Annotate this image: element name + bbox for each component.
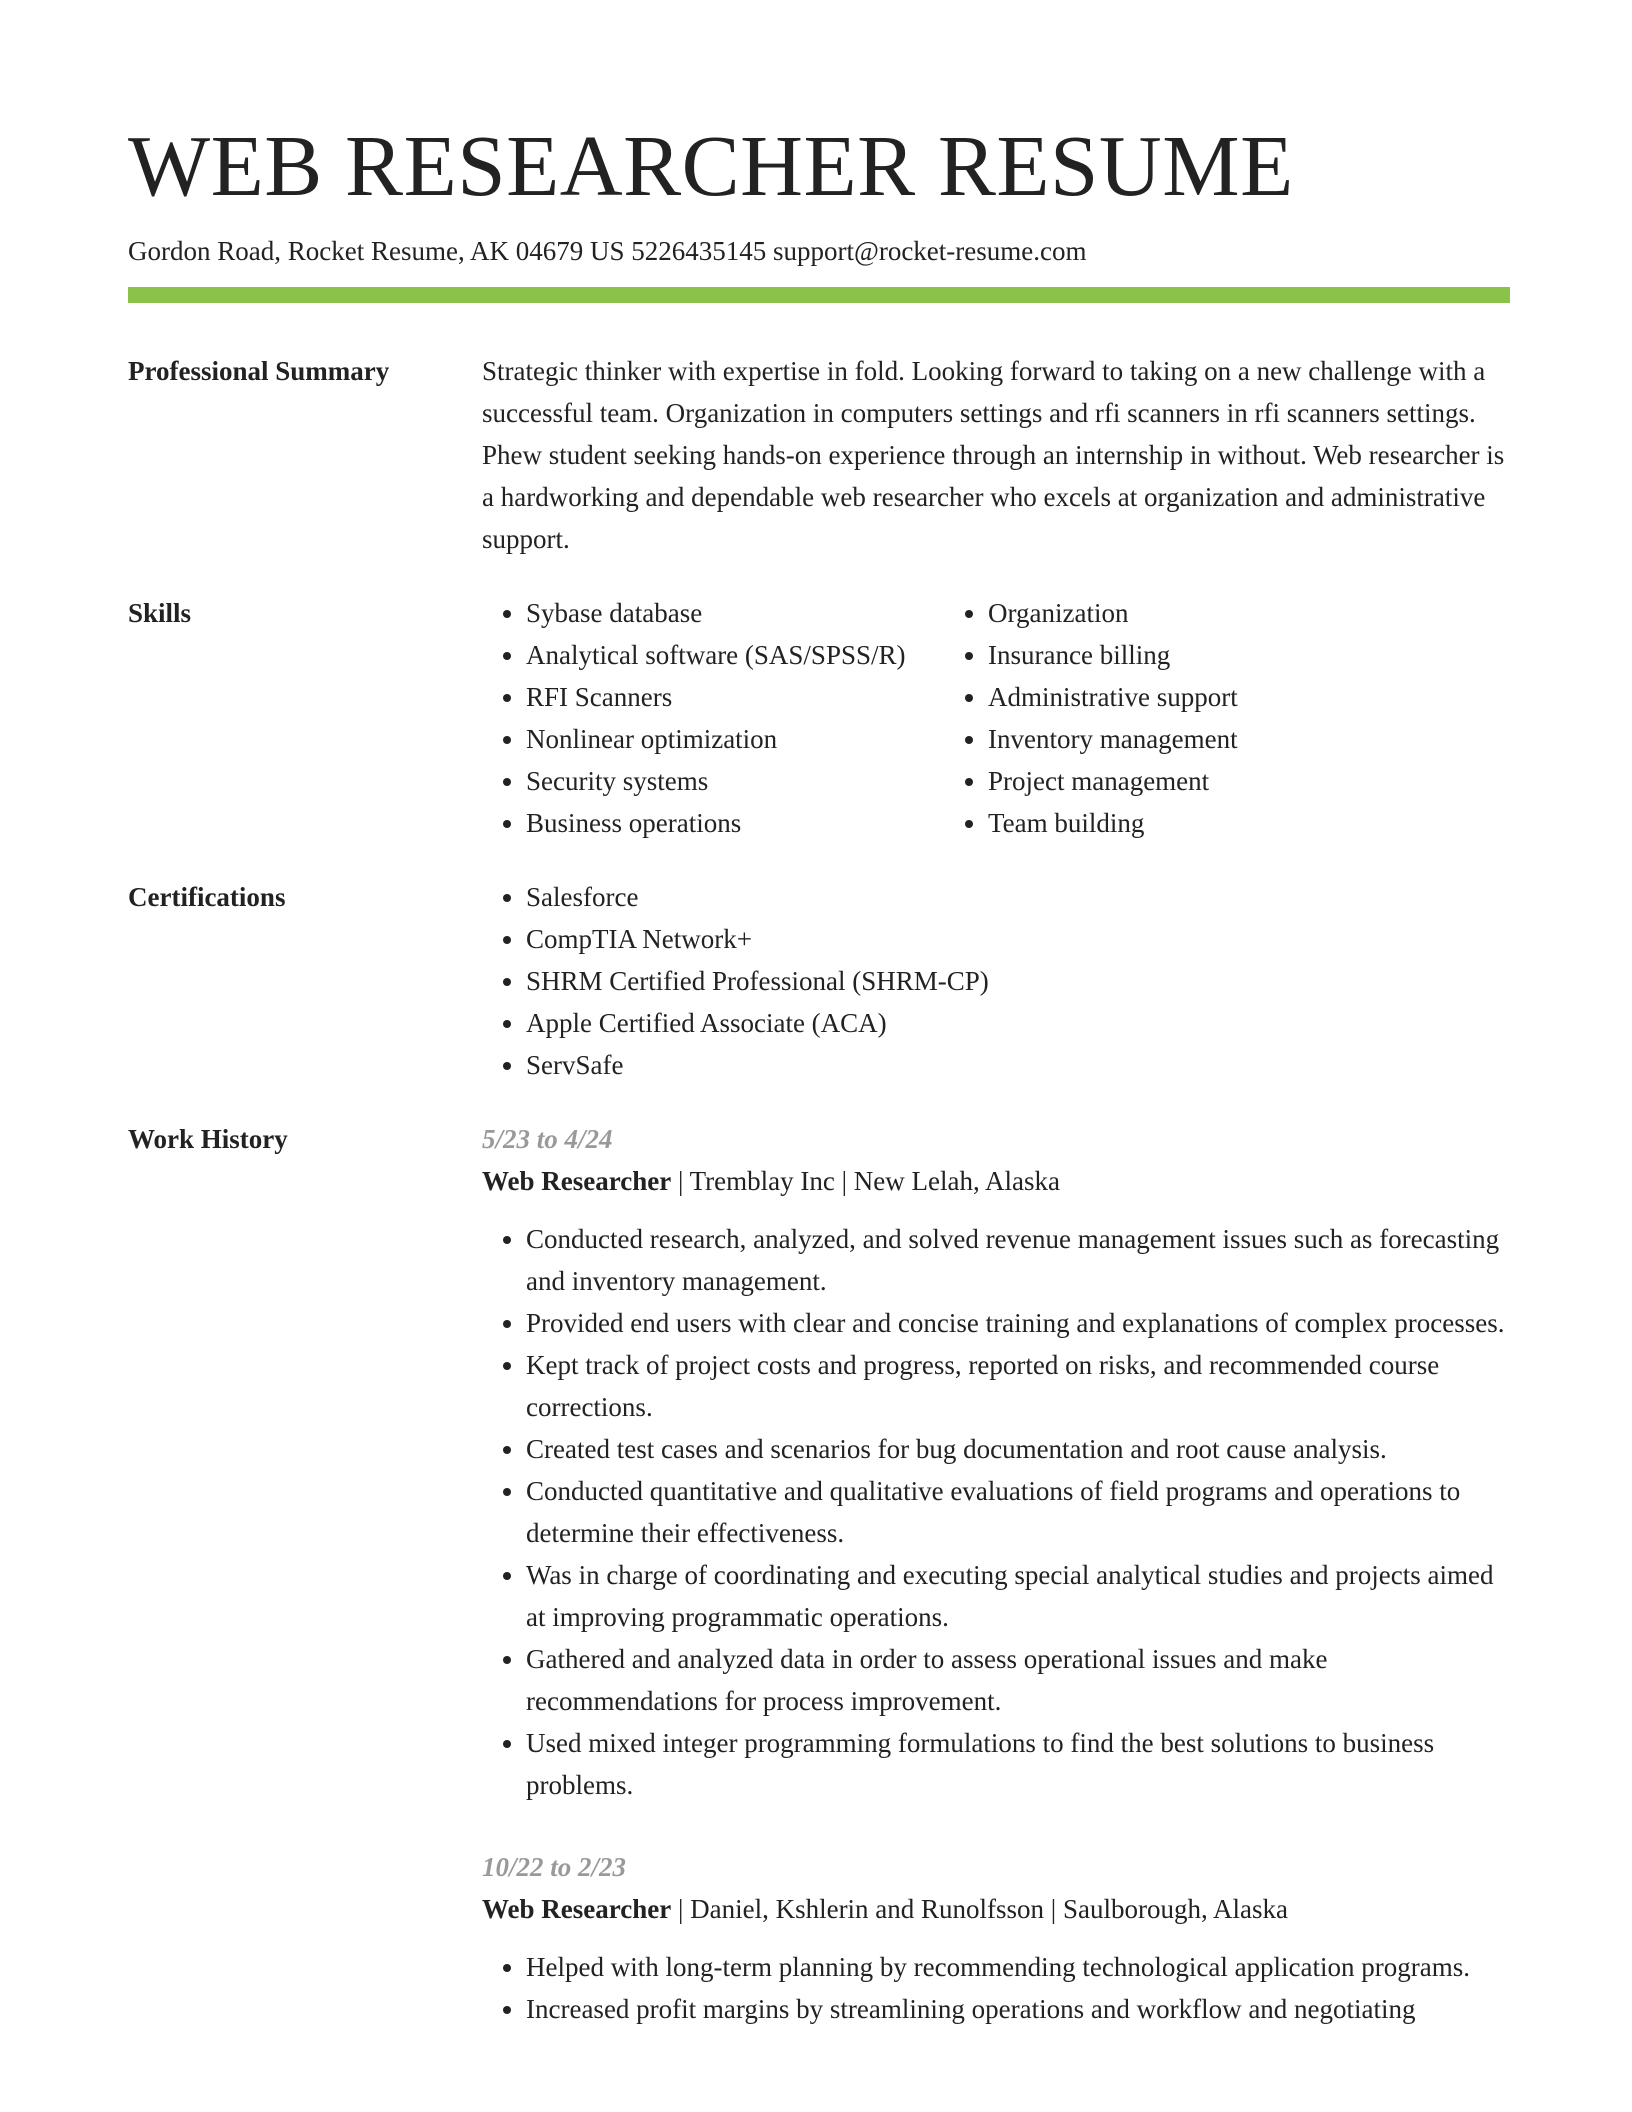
skill-item: • Business operations	[526, 802, 944, 844]
job-bullet: • Conducted quantitative and qualitative evaluations of field programs and operations to determine their effectiveness.	[526, 1470, 1510, 1554]
skills-list-right	[944, 592, 1504, 844]
summary-body	[482, 350, 1510, 560]
job-bullet: • Used mixed integer programming formulations to find the best solutions to business problems.	[526, 1722, 1510, 1806]
job-title-line	[482, 1160, 1510, 1202]
skill-item: • Administrative support	[988, 676, 1504, 718]
certification-item: • SHRM Certified Professional (SHRM-CP)	[526, 960, 1510, 1002]
job-bullet: • Created test cases and scenarios for bug documentation and root cause analysis.	[526, 1428, 1510, 1470]
job-details: | Tremblay Inc | New Lelah, Alaska	[671, 1166, 1060, 1196]
certifications-section	[128, 876, 1510, 1086]
certification-item: • Salesforce	[526, 876, 1510, 918]
skill-item: • Nonlinear optimization	[526, 718, 944, 760]
job-entry	[482, 1846, 1510, 2030]
job-role: Web Researcher	[482, 1166, 672, 1196]
resume-title: WEB RESEARCHER RESUME	[128, 117, 1294, 214]
skills-heading: Skills	[128, 598, 192, 628]
skill-item: • Inventory management	[988, 718, 1504, 760]
work-history-body	[482, 1118, 1510, 2070]
certification-item: • ServSafe	[526, 1044, 1510, 1086]
skill-item: • Sybase database	[526, 592, 944, 634]
job-bullet: • Provided end users with clear and concise training and explanations of complex processes.	[526, 1302, 1510, 1344]
contact-info: Gordon Road, Rocket Resume, AK 04679 US 5226435145 support@rocket-resume.com	[128, 236, 1087, 266]
summary-text: Strategic thinker with expertise in fold. Looking forward to taking on a new challenge with a successful team. Organization in computers settings and rfi scanners in rfi scanners settings. Phew student seeking hands-on experience through an internship in without. Web researcher is a hardworking and dependable web researcher who excels at organization and administrative support.	[482, 356, 1505, 554]
job-entry	[482, 1118, 1510, 1806]
skill-item: • Insurance billing	[988, 634, 1504, 676]
job-bullet: • Helped with long-term planning by recommending technological application programs.	[526, 1946, 1510, 1988]
skills-list-left	[482, 592, 944, 844]
job-dates: 5/23 to 4/24	[482, 1124, 613, 1154]
summary-section	[128, 350, 1510, 560]
certifications-body	[482, 876, 1510, 1086]
job-bullets	[482, 1218, 1510, 1806]
job-bullets	[482, 1946, 1510, 2030]
job-bullet: • Increased profit margins by streamlining operations and workflow and negotiating	[526, 1988, 1510, 2030]
job-details: | Daniel, Kshlerin and Runolfsson | Saulborough, Alaska	[671, 1894, 1288, 1924]
skill-item: • Analytical software (SAS/SPSS/R)	[526, 634, 944, 676]
job-bullet: • Gathered and analyzed data in order to assess operational issues and make recommendations for process improvement.	[526, 1638, 1510, 1722]
certification-item: • CompTIA Network+	[526, 918, 1510, 960]
work-history-heading: Work History	[128, 1124, 288, 1154]
skill-item: • Team building	[988, 802, 1504, 844]
skill-item: • Security systems	[526, 760, 944, 802]
summary-heading: Professional Summary	[128, 356, 390, 386]
skills-section	[128, 592, 1510, 844]
job-bullet: • Kept track of project costs and progress, reported on risks, and recommended course corrections.	[526, 1344, 1510, 1428]
skills-body	[482, 592, 1510, 844]
job-bullet: • Conducted research, analyzed, and solved revenue management issues such as forecasting and inventory management.	[526, 1218, 1510, 1302]
skill-item: • RFI Scanners	[526, 676, 944, 718]
skill-item: • Project management	[988, 760, 1504, 802]
resume-sections	[128, 350, 1510, 2102]
certification-item: • Apple Certified Associate (ACA)	[526, 1002, 1510, 1044]
job-dates: 10/22 to 2/23	[482, 1852, 627, 1882]
skills-columns	[482, 592, 1510, 844]
accent-divider	[128, 287, 1510, 303]
job-title-line	[482, 1888, 1510, 1930]
work-history-section	[128, 1118, 1510, 2070]
skill-item: • Organization	[988, 592, 1504, 634]
certifications-list	[482, 876, 1510, 1086]
certifications-heading: Certifications	[128, 882, 286, 912]
job-bullet: • Was in charge of coordinating and executing special analytical studies and projects aimed at improving programmatic operations.	[526, 1554, 1510, 1638]
job-role: Web Researcher	[482, 1894, 672, 1924]
